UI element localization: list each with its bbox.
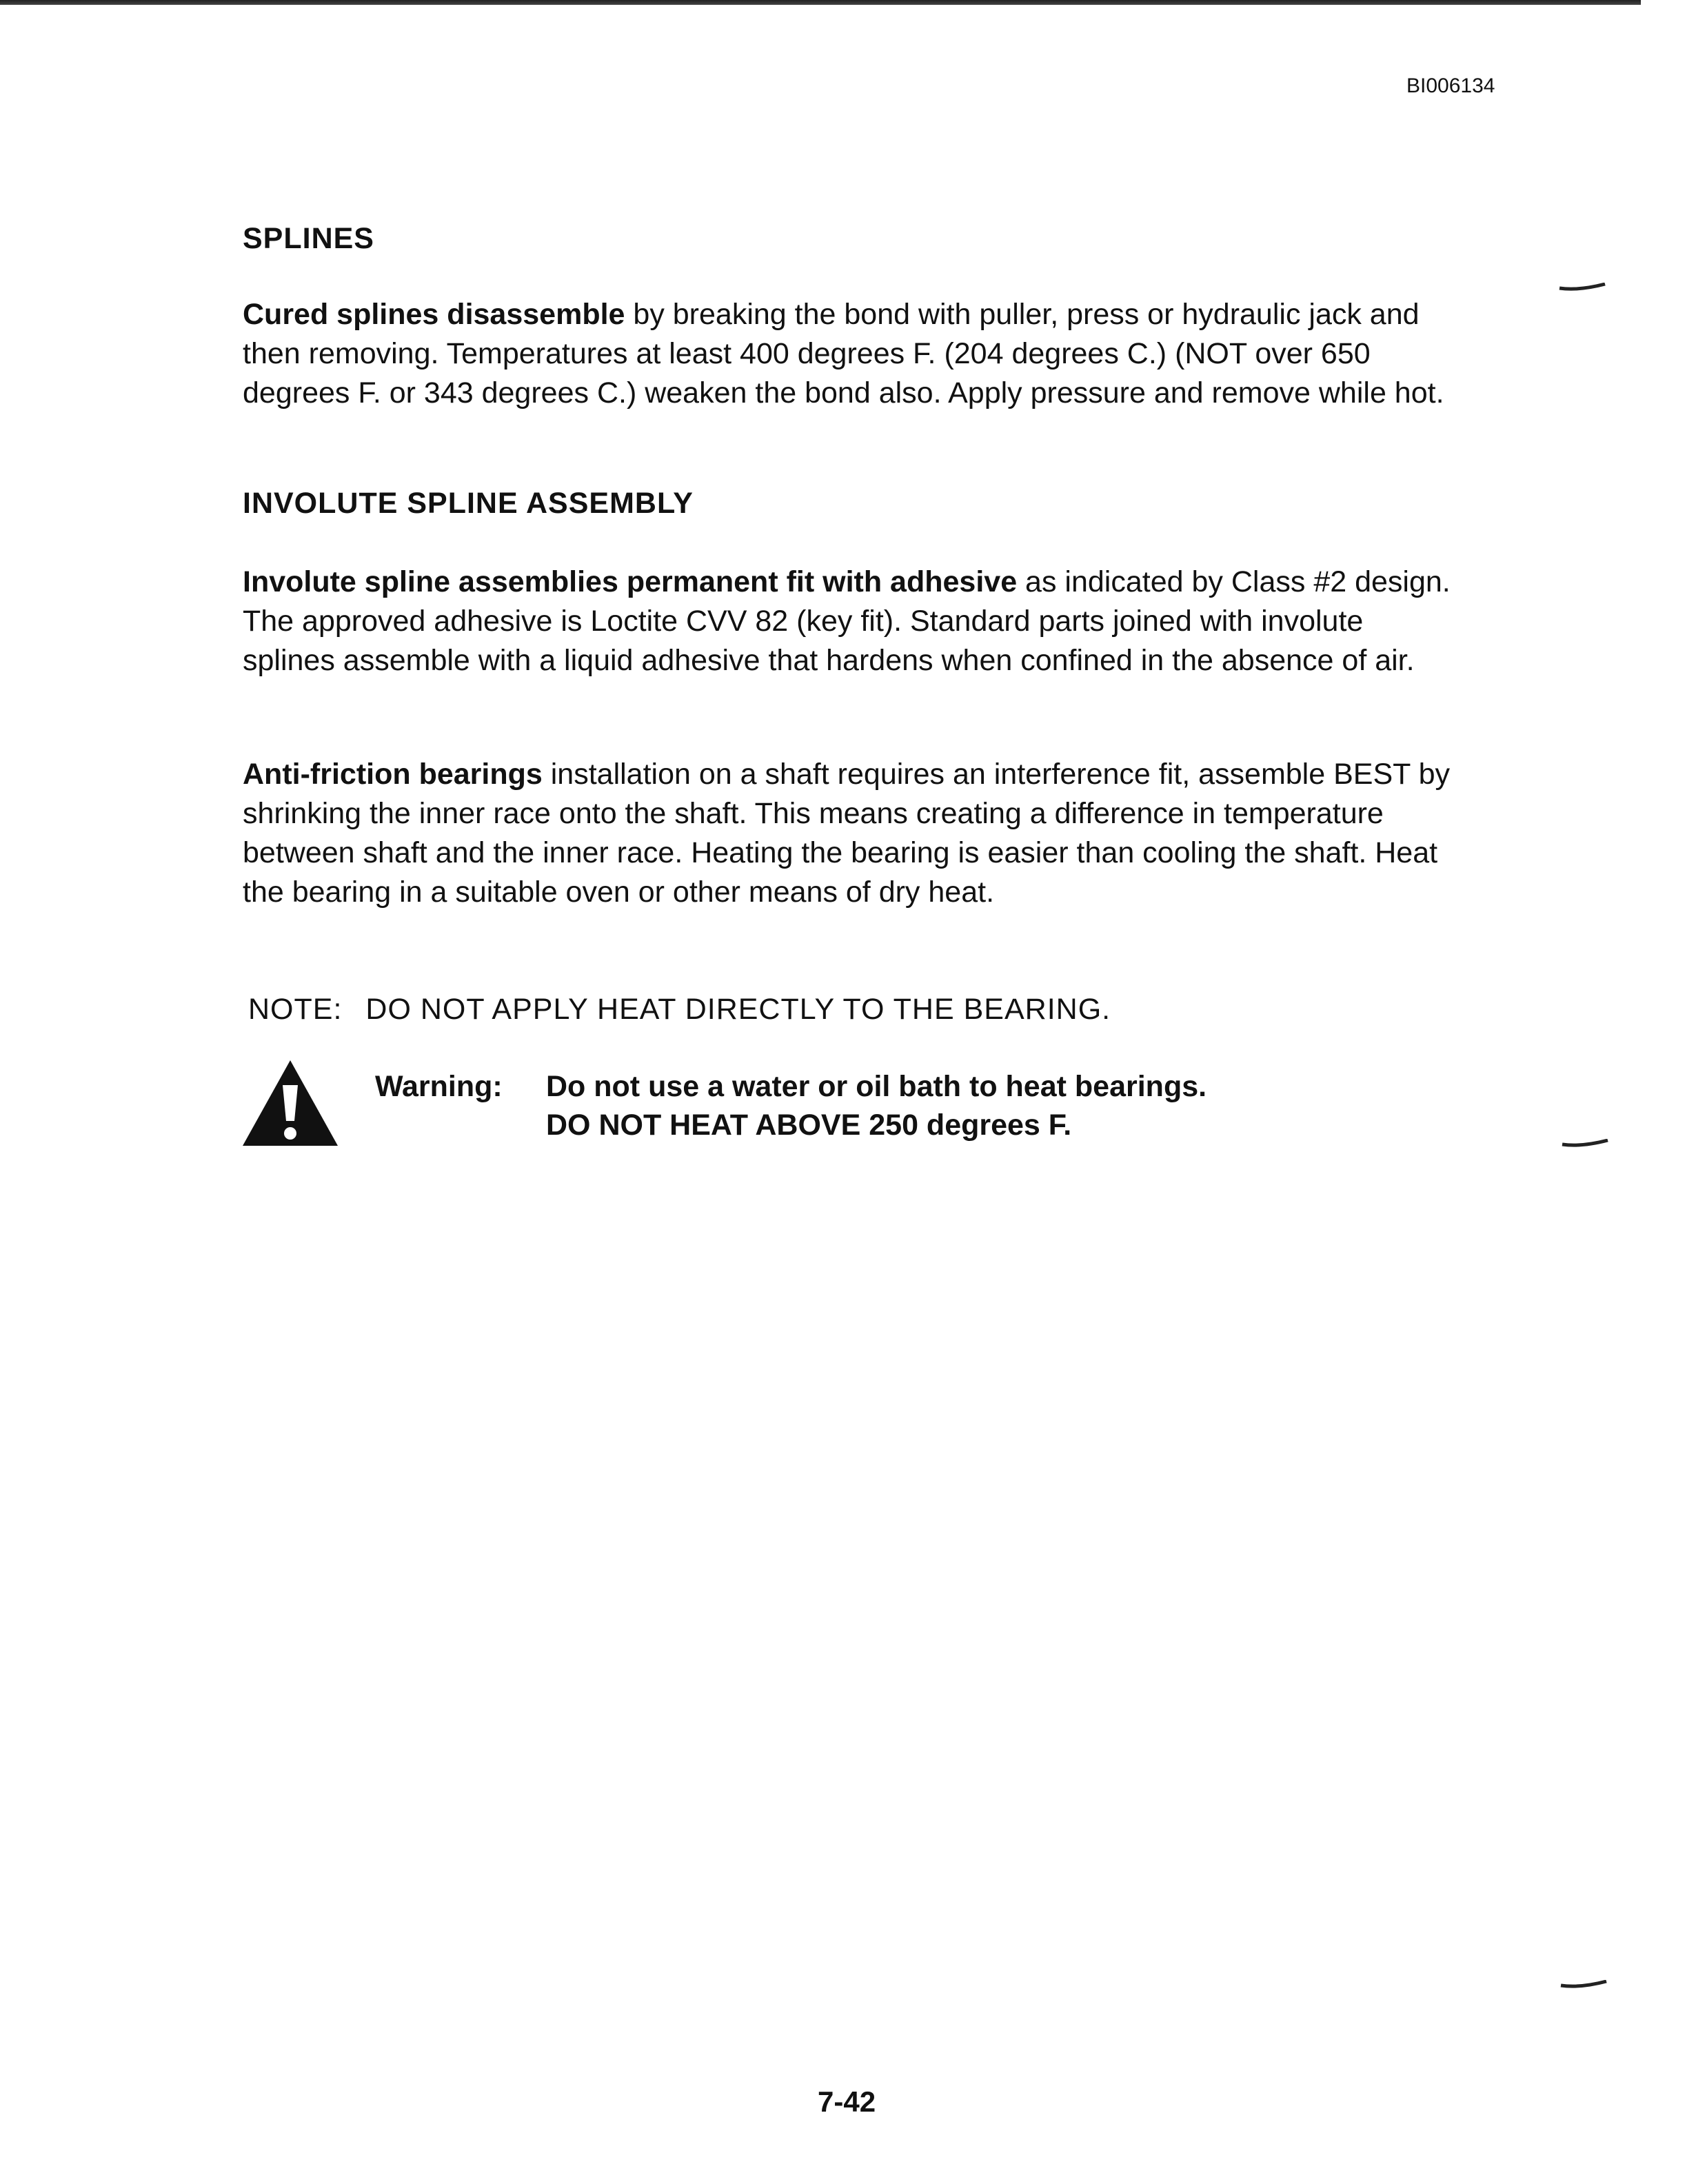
paragraph-bearings-lead: Anti-friction bearings <box>243 758 543 791</box>
document-id: BI006134 <box>1406 74 1495 97</box>
paragraph-involute-body: as indicated by Class #2 design. The approved adhesive is Loctite CVV 82 (key fit). Standard parts joined with involute splines assemble with a liquid adhesive that hardens when confined in the absence of air. <box>243 565 1451 677</box>
margin-tick-mark <box>1559 1980 1608 1990</box>
paragraph-involute <box>243 563 1463 680</box>
margin-tick-mark <box>1561 1139 1609 1149</box>
paragraph-splines-body: by breaking the bond with puller, press or hydraulic jack and then removing. Temperatures at least 400 degrees F. (204 degrees C.) (NOT over 650 degrees F. or 343 degrees C.) weaken the bond also. Apply pressure and remove while hot. <box>243 298 1444 410</box>
note-label: NOTE: <box>248 993 343 1026</box>
paragraph-bearings <box>243 755 1463 912</box>
note-text: DO NOT APPLY HEAT DIRECTLY TO THE BEARING. <box>365 993 1111 1026</box>
paragraph-bearings-body: installation on a shaft requires an interference fit, assemble BEST by shrinking the inner race onto the shaft. This means creating a difference in temperature between shaft and the inner race. Heating the bearing is easier than cooling the shaft. Heat the bearing in a suitable oven or other means of dry heat. <box>243 758 1450 909</box>
heading-splines: SPLINES <box>243 222 374 255</box>
warning-line-1: Do not use a water or oil bath to heat bearings. <box>546 1070 1207 1103</box>
warning-triangle-icon <box>240 1058 341 1149</box>
note <box>248 993 1111 1027</box>
top-border-rule <box>0 0 1641 5</box>
paragraph-splines <box>243 295 1463 413</box>
warning-line-2: DO NOT HEAT ABOVE 250 degrees F. <box>546 1109 1072 1142</box>
warning-block <box>375 1067 1207 1144</box>
paragraph-splines-lead: Cured splines disassemble <box>243 298 625 331</box>
page-number: 7-42 <box>818 2085 876 2118</box>
warning-lines <box>546 1067 1207 1144</box>
warning-label: Warning: <box>375 1070 503 1103</box>
margin-tick-mark <box>1558 283 1606 292</box>
heading-involute-spline-assembly: INVOLUTE SPLINE ASSEMBLY <box>243 487 694 520</box>
paragraph-involute-lead: Involute spline assemblies permanent fit with adhesive <box>243 565 1018 598</box>
